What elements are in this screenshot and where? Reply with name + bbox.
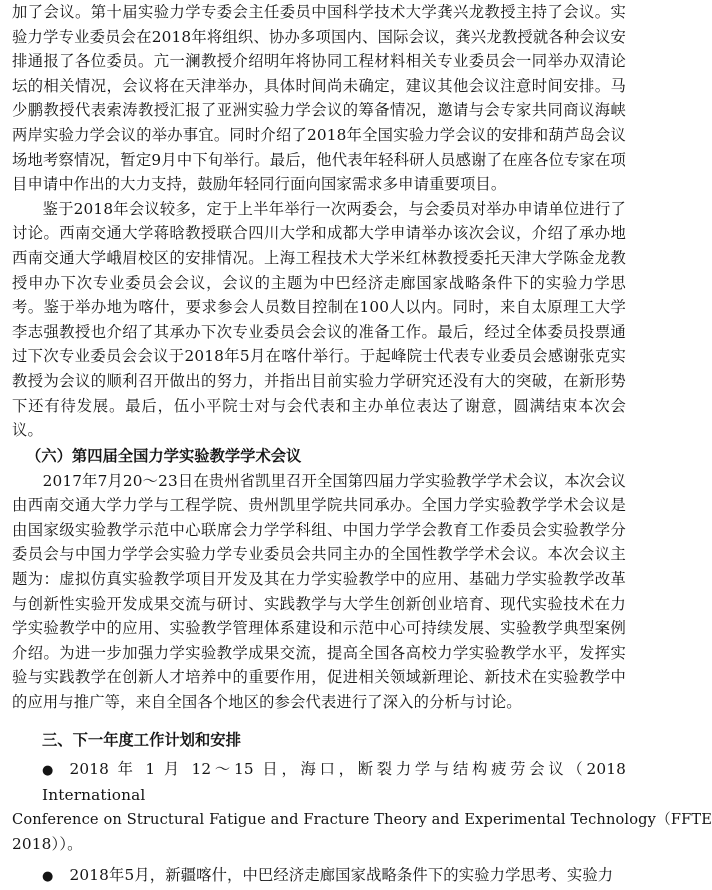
list-item-text: Conference on Structural Fatigue and Fracture Theory and Experimental Technology（FFTE (12, 810, 712, 828)
paragraph-committee-meeting: 加了会议。第十届实验力学专委会主任委员中国科学技术大学龚兴龙教授主持了会议。实验力学专业委员会在2018年将组织、协办多项国内、国际会议，龚兴龙教授就各种会议安排通报了各位委员。亢一澜教授介绍明年将协同工程材料相关专业委员会一同举办双清论坛的相关情况，会议将在天津举办，具体时间尚未确定，建议其他会议注意时间安排。马少鹏教授代表索涛教授汇报了亚洲实验力学会议的筹备情况，邀请与会专家共同商议海峡两岸实验力学会议的举办事宜。同时介绍了2018年全国实验力学会议的安排和葫芦岛会议场地考察情况，暂定9月中下旬举行。最后，他代表年轻科研人员感谢了在座各位专家在项目申请中作出的大力支持，鼓励年轻同行面向国家需求多申请重要项目。 (12, 3, 626, 194)
section-title: 三、下一年度工作计划和安排 (42, 730, 241, 749)
list-item-text: 2018 年 1 月 12～15 日，海口，断裂力学与结构疲劳会议（2018 International (42, 759, 626, 805)
list-item-text: 2018年5月，新疆喀什，中巴经济走廊国家战略条件下的实验力学思考、实验力 (69, 866, 614, 884)
paragraph-teaching-conference: 2017年7月20～23日在贵州省凯里召开全国第四届力学实验教学学术会议，本次会议由西南交通大学力学与工程学院、贵州凯里学院共同承办。全国力学实验教学学术会议是由国家级实验教学示范中心联席会力学学科组、中国力学学会教育工作委员会实验教学分委员会与中国力学学会实验力学专业委员会共同主办的全国性教学学术会议。本次会议主题为：虚拟仿真实验教学项目开发及其在力学实验教学中的应用、基础力学实验教学改革与创新性实验开发成果交流与研讨、实践教学与大学生创新创业培育、现代实验技术在力学实验教学中的应用、实验教学管理体系建设和示范中心可持续发展、实验教学典型案例介绍。为进一步加强力学实验教学成果交流，提高全国各高校力学实验教学水平，发挥实验与实践教学在创新人才培养中的重要作用，促进相关领域新理论、新技术在实验教学中的应用与推广等，来自全国各个地区的参会代表进行了深入的分析与讨论。 (12, 471, 626, 712)
list-item-kashgar-meeting (12, 863, 626, 890)
paragraph-meeting-discussion: 鉴于2018年会议较多，定于上半年举行一次两委会，与会委员对举办申请单位进行了讨论。西南交通大学蒋晗教授联合四川大学和成都大学申请举办该次会议，介绍了承办地西南交通大学峨眉校区的安排情况。上海工程技术大学米红林教授委托天津大学陈金龙教授申办下次专业委员会会议，会议的主题为中巴经济走廊国家战略条件下的实验力学思考。鉴于举办地为喀什，要求参会人员数目控制在100人以内。同时，来自太原理工大学李志强教授也介绍了其承办下次专业委员会会议的准备工作。最后，经过全体委员投票通过下次专业委员会会议于2018年5月在喀什举行。于起峰院士代表专业委员会感谢张克实教授为会议的顺利召开做出的努力，并指出目前实验力学研究还没有大的突破，在新形势下还有待发展。最后，伍小平院士对与会代表和主办单位表达了谢意，圆满结束本次会议。 (12, 199, 626, 440)
list-item-ffte-conference (12, 757, 712, 857)
bullet-icon: ● (42, 762, 54, 778)
list-item-text: 2018））。 (12, 835, 83, 854)
bullet-icon: ● (42, 869, 54, 884)
subsection-title: （六）第四届全国力学实验教学学术会议 (26, 446, 302, 465)
